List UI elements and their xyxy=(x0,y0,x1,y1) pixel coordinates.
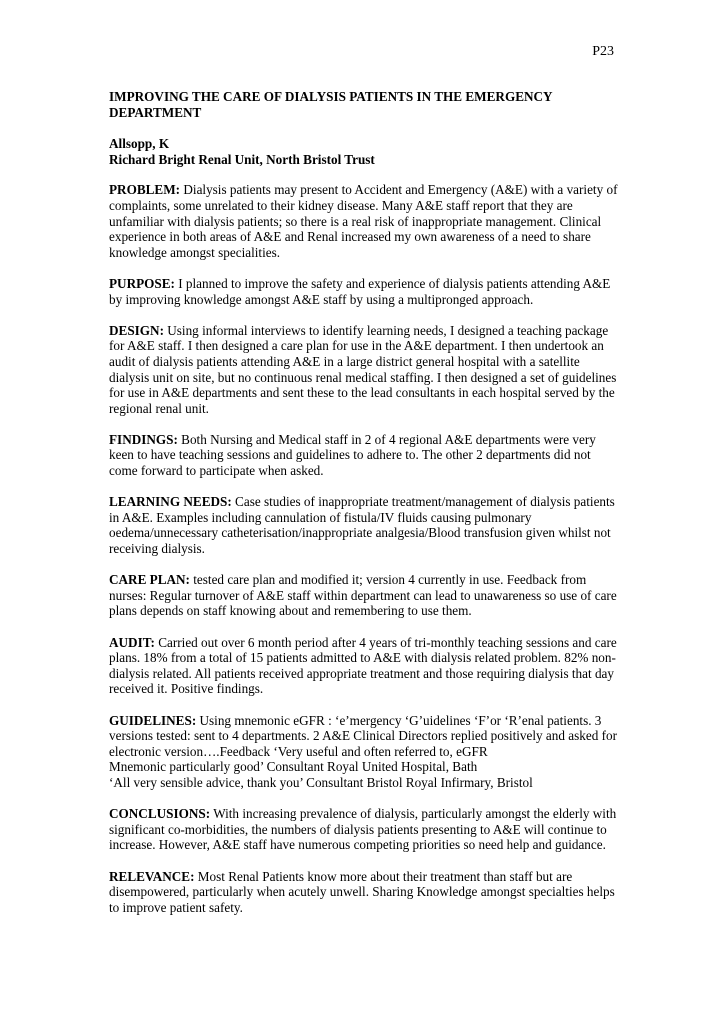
author-block xyxy=(109,136,619,167)
section-paragraph xyxy=(109,775,619,791)
abstract-body xyxy=(109,89,619,931)
section-text: Using mnemonic eGFR : ‘e’mergency ‘G’uidelines ‘F’or ‘R’enal patients. 3 versions tested: sent to 4 departments. 2 A&E Clinical Directors replied positively and asked for electronic version….Feedback ‘Very useful and often referred to, eGFR xyxy=(109,712,617,759)
section-paragraph xyxy=(109,635,619,697)
section-heading: DESIGN: xyxy=(109,322,164,338)
section-paragraph xyxy=(109,572,619,619)
section-heading: FINDINGS: xyxy=(109,431,178,447)
section-purpose xyxy=(109,276,619,307)
section-text: ‘All very sensible advice, thank you’ Consultant Bristol Royal Infirmary, Bristol xyxy=(109,774,533,790)
section-learning-needs xyxy=(109,494,619,556)
section-text: Case studies of inappropriate treatment/management of dialysis patients in A&E. Examples including cannulation of fistula/IV fluids causing pulmonary oedema/unnecessary catheterisation/inappropriate analgesia/Blood transfusion given whilst not receiving dialysis. xyxy=(109,494,615,557)
author-affiliation: Richard Bright Renal Unit, North Bristol Trust xyxy=(109,151,375,167)
section-care-plan xyxy=(109,572,619,619)
page-number: P23 xyxy=(592,44,614,59)
section-heading: RELEVANCE: xyxy=(109,868,195,884)
section-text: Dialysis patients may present to Accident and Emergency (A&E) with a variety of complaints, some unrelated to their kidney disease. Many A&E staff report that they are unfamiliar with dialysis patients; so there is a real risk of inappropriate management. Clinical experience in both areas of A&E and Renal increased my own awareness of a need to share knowledge amongst specialities. xyxy=(109,182,618,260)
section-audit xyxy=(109,635,619,697)
section-guidelines xyxy=(109,713,619,791)
section-text: tested care plan and modified it; version 4 currently in use. Feedback from nurses: Regular turnover of A&E staff within department can lead to unawareness so use of care plans depends on staff knowing about and remembering to use them. xyxy=(109,572,617,619)
section-paragraph xyxy=(109,713,619,760)
section-heading: CONCLUSIONS: xyxy=(109,806,211,822)
section-text: Using informal interviews to identify learning needs, I designed a teaching package for A&E staff. I then designed a care plan for use in the A&E department. I then undertook an audit of dialysis patients attending A&E in a large district general hospital with a satellite dialysis unit on site, but no continuous renal medical staffing. I then designed a set of guidelines for use in A&E departments and sent these to the lead consultants in each hospital served by the regional renal unit. xyxy=(109,322,617,416)
section-heading: GUIDELINES: xyxy=(109,712,197,728)
section-text: Mnemonic particularly good’ Consultant Royal United Hospital, Bath xyxy=(109,759,478,775)
section-paragraph xyxy=(109,182,619,260)
sections-container xyxy=(109,182,619,915)
section-problem xyxy=(109,182,619,260)
section-paragraph xyxy=(109,276,619,307)
section-paragraph xyxy=(109,323,619,417)
section-paragraph xyxy=(109,759,619,775)
section-paragraph xyxy=(109,432,619,479)
section-heading: PURPOSE: xyxy=(109,275,175,291)
section-text: Most Renal Patients know more about their treatment than staff but are disempowered, particularly when acutely unwell. Sharing Knowledge amongst specialties helps to improve patient safety. xyxy=(109,868,615,915)
section-heading: CARE PLAN: xyxy=(109,572,190,588)
section-heading: LEARNING NEEDS: xyxy=(109,494,232,510)
section-findings xyxy=(109,432,619,479)
section-heading: PROBLEM: xyxy=(109,182,181,198)
section-text: Both Nursing and Medical staff in 2 of 4 regional A&E departments were very keen to have teaching sessions and guidelines to adhere to. The other 2 departments did not come forward to participate when asked. xyxy=(109,431,596,479)
section-paragraph xyxy=(109,806,619,853)
section-conclusions xyxy=(109,806,619,853)
section-paragraph xyxy=(109,494,619,556)
author-name: Allsopp, K xyxy=(109,136,170,152)
section-heading: AUDIT: xyxy=(109,634,155,650)
abstract-title: IMPROVING THE CARE OF DIALYSIS PATIENTS IN THE EMERGENCY DEPARTMENT xyxy=(109,89,553,120)
section-text: I planned to improve the safety and experience of dialysis patients attending A&E by improving knowledge amongst A&E staff by using a multipronged approach. xyxy=(109,275,611,307)
section-relevance xyxy=(109,869,619,916)
section-text: Carried out over 6 month period after 4 years of tri-monthly teaching sessions and care plans. 18% from a total of 15 patients admitted to A&E with dialysis related problem. 82% non-dialysis related. All patients received appropriate treatment and those requiring dialysis that day received it. Positive findings. xyxy=(109,634,617,697)
section-paragraph xyxy=(109,869,619,916)
section-text: With increasing prevalence of dialysis, particularly amongst the elderly with significant co-morbidities, the numbers of dialysis patients presenting to A&E will continue to increase. However, A&E staff have numerous competing priorities so need help and guidance. xyxy=(109,806,617,853)
section-design xyxy=(109,323,619,417)
